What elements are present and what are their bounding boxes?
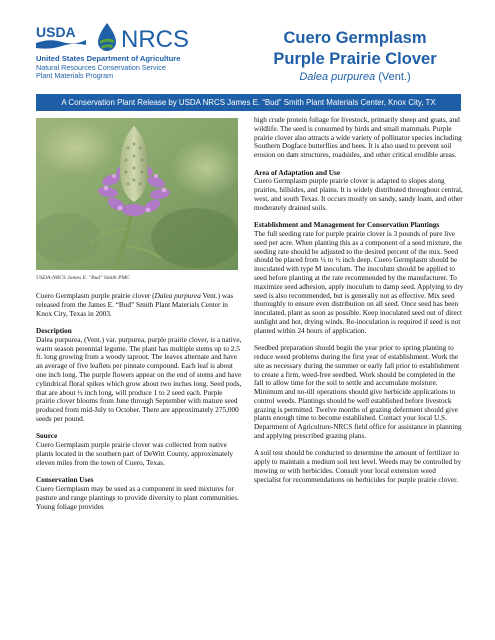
scientific-name: Dalea purpurea	[299, 71, 376, 83]
agency-department: United States Department of Agriculture	[36, 54, 181, 63]
title-block	[255, 28, 455, 85]
intro-species: Dalea purpurea	[154, 292, 201, 300]
water-drop-icon	[98, 23, 116, 51]
intro-text-a: Cuero Germplasm purple prairie clover (	[36, 292, 155, 300]
establishment-heading: Establishment and Management for Conservation Plantings	[254, 221, 440, 230]
left-column	[36, 292, 242, 520]
description-text: Dalea purpurea, (Vent.) var. purpurea, purple prairie clover, is a native, warm season perennial legume. The plant has multiple stems up to 2.5 ft. long growing from a woody taproot. The leaves alternate and have an average of five leaflets per pinnate compound. Each leaf is about one inch long. The purple flowers appear on the end of stems and have cylindrical floral spikes which grow about two inches long. Seed pods, that are about ½ inch long, will produce 1 to 2 seed each. Purple prairie clover blooms from June through September with mature seed produced from mid-July to October. There are approximately 275,000 seeds per pound.	[36, 335, 242, 423]
agency-service: Natural Resources Conservation Service	[36, 62, 166, 72]
agency-program: Plant Materials Program	[36, 71, 114, 81]
conservation-uses-heading: Conservation Uses	[36, 476, 94, 485]
scientific-author: (Vent.)	[378, 71, 411, 83]
conservation-uses-continued: high crude protein foliage for livestock, primarily sheep and goats, and wildlife. The seed is consumed by birds and small mammals. Purple prairie clover also attracts a wide variety of pollinator species including Southern Dogface butterflies and bees. It is also used to prevent soil erosion on dam structures, roadsides, and other critical erodible areas.	[254, 116, 462, 160]
scientific-name-line	[255, 70, 455, 85]
purple-prairie-clover-photo	[36, 118, 238, 270]
establishment-seedbed: Seedbed preparation should begin the year prior to spring planting to reduce weed problems during the first year of establishment. Work the site as necessary during the summer or early fall prior to establishment to create a firm, weed-free seedbed. Work should be completed in the fall to allow time for the soil to settle and accumulate moisture. Minimum and no-till operations should give herbicide applications to control weeds. Plantings should be well established before livestock grazing is permitted. Twelve months of grazing deferment should give plants enough time to become established. Contact your local U.S. Department of Agriculture-NRCS field office for assistance in planning and applying prescribed grazing plans.	[254, 344, 462, 441]
source-heading: Source	[36, 432, 58, 441]
area-text: Cuero Germplasm purple prairie clover is adapted to slopes along prairies, hillsides, and plains. It is widely distributed throughout central, west, and south Texas. It occurs mostly on sandy, sandy loam, and other moderately drained soils.	[254, 177, 463, 212]
nrcs-logo	[94, 21, 190, 55]
area-heading: Area of Adaptation and Use	[254, 168, 341, 177]
usda-logo-text: USDA	[36, 24, 76, 40]
nrcs-logo-text: NRCS	[121, 26, 190, 53]
agency-block	[36, 55, 256, 81]
intro-paragraph	[36, 292, 242, 318]
photo-caption: USDA-NRCS James E. "Bud" Smith PMC	[36, 275, 130, 281]
description-heading: Description	[36, 326, 72, 335]
source-text: Cuero Germplasm purple prairie clover was collected from native plants located in the southern part of DeWitt County, approximately eleven miles from the town of Cuero, Texas.	[36, 441, 233, 467]
title-cultivar: Cuero Germplasm	[283, 29, 427, 47]
usda-logo-swoosh	[36, 40, 86, 49]
release-banner: A Conservation Plant Release by USDA NRCS James E. “Bud” Smith Plant Materials Center, Knox City, TX	[36, 94, 461, 111]
establishment-soil: A soil test should be conducted to determine the amount of fertilizer to apply to maintain a medium soil test level. Weeds may be controlled by mowing or with herbicides. Consult your local extension weed specialist for recommendations on herbicides for purple prairie clover.	[254, 449, 462, 484]
title-common-name: Purple Prairie Clover	[273, 50, 437, 68]
conservation-uses-text: Cuero Germplasm may be used as a component in seed mixtures for pasture and range plantings to provide diversity to plant communities. Young foliage provides	[36, 484, 239, 511]
right-column	[254, 116, 464, 493]
establishment-seeding: The full seeding rate for purple prairie clover is 3 pounds of pure live seed per acre. When planting this as a component of a seed mixture, the seeding rate should be adjusted to the desired percent of the mix. Seed should be placed from ¼ to ½ inch deep. Cuero Germplasm should be inoculated with type M inoculum. The inoculum should be applied to seed before planting at the rate recommended by the manufacturer. To maximize seed adhesion, apply inoculum to damp seed. Applying to dry seed is also recommended, but is generally not as effective. Mix seed thoroughly to ensure even distribution on all seed. Once seed has been inoculated, plant as soon as possible. Keep inoculated seed out of direct sunlight and hot, drying winds. Re-inoculation is required if seed is not planted within 24 hours of application.	[254, 229, 464, 335]
intro-text-b: Vent.) was released from the James E. “Bud” Smith Plant Materials Center in Knox City, Texas in 2003.	[36, 292, 234, 318]
usda-logo	[36, 24, 86, 50]
